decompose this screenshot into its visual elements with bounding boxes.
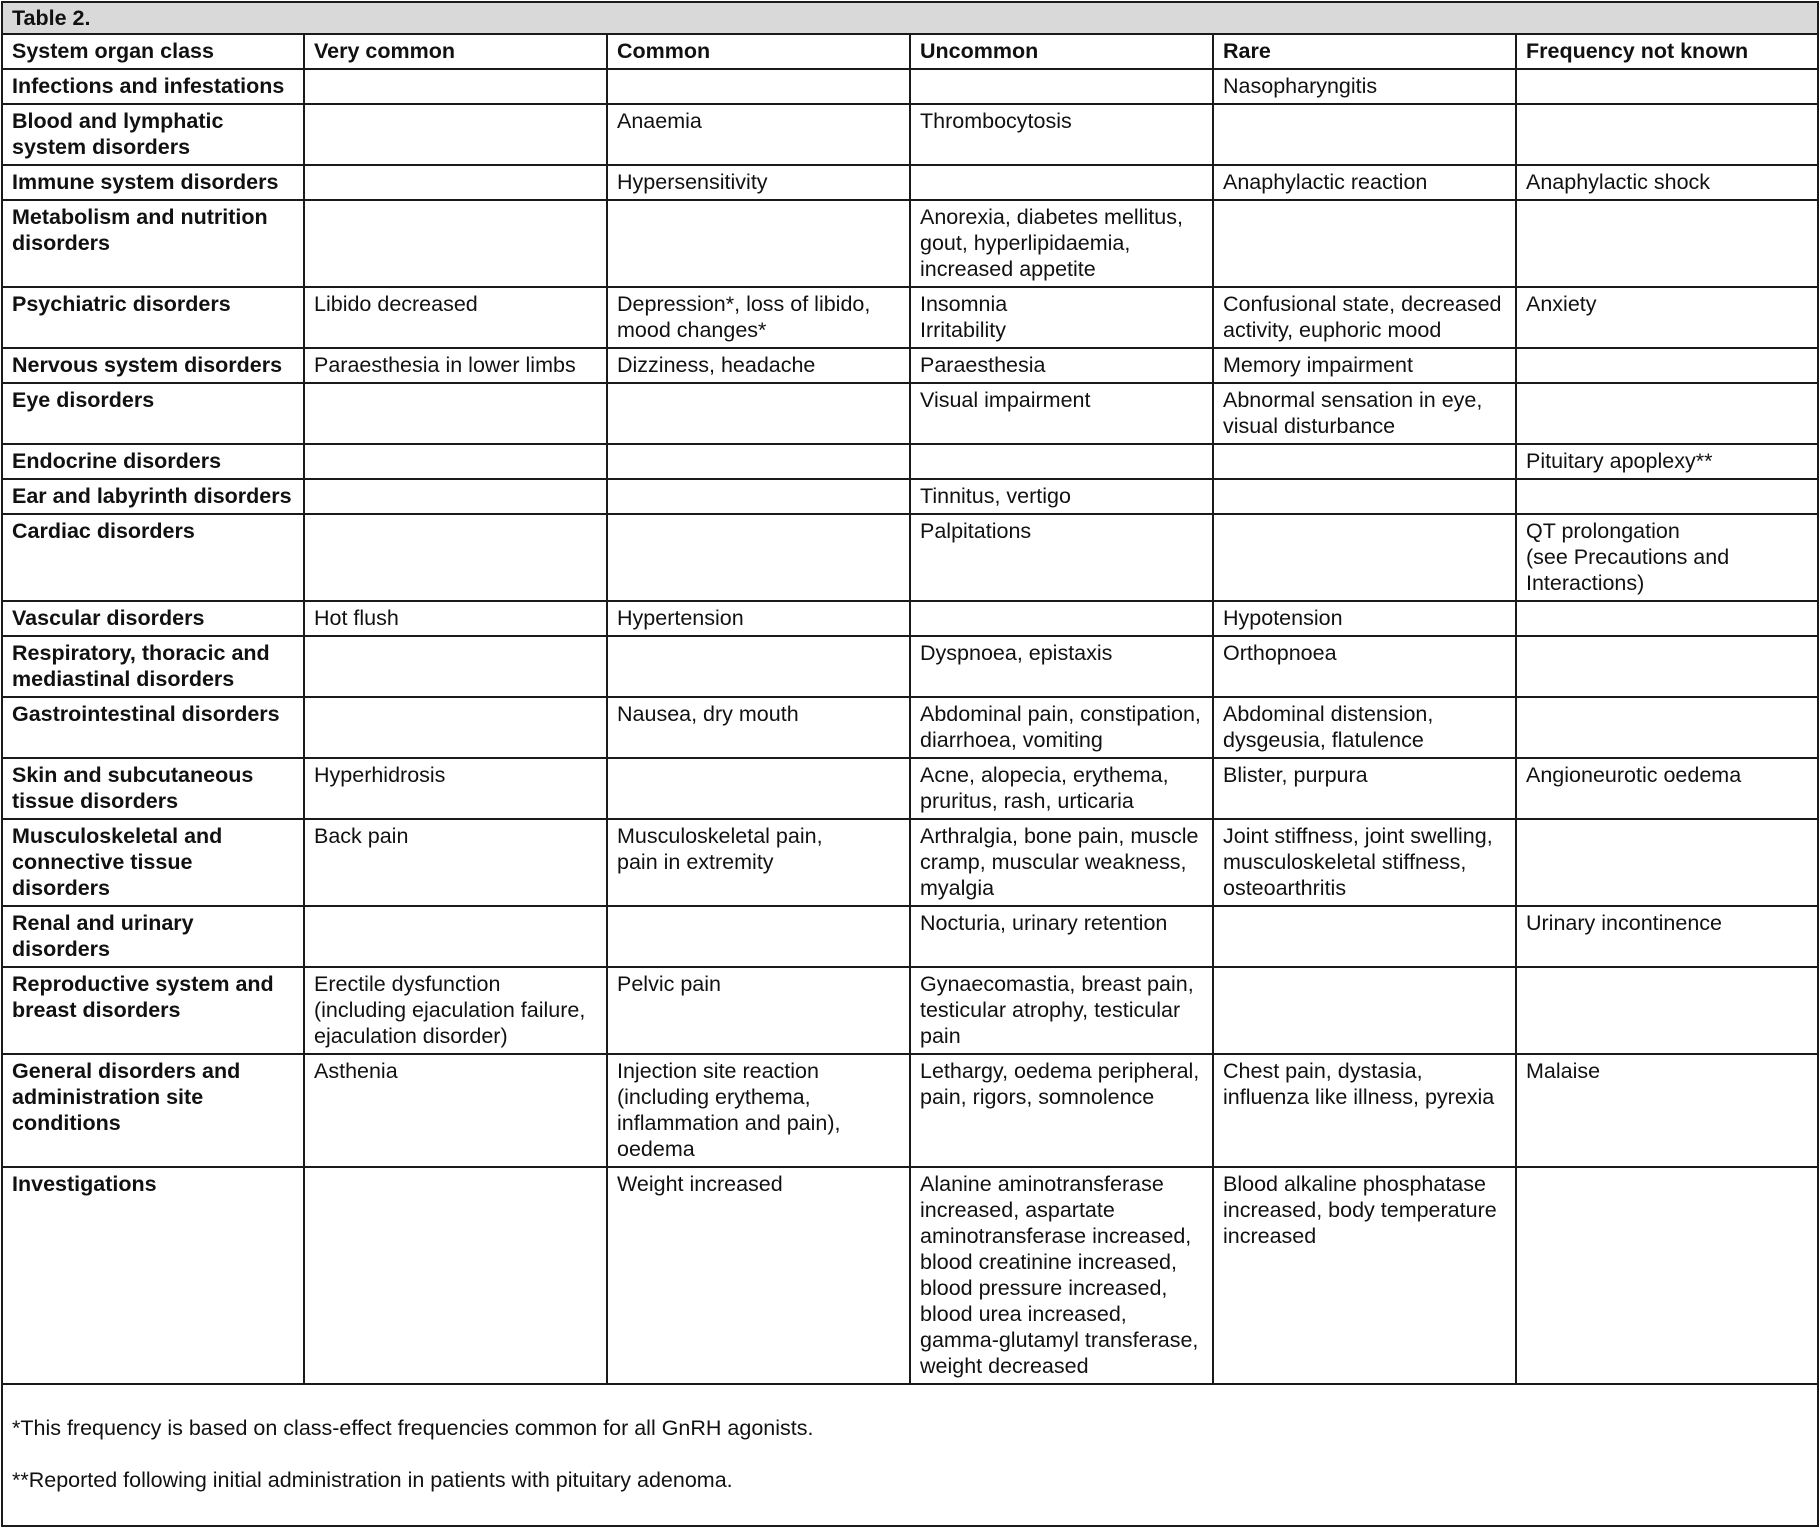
cell-uncommon: Insomnia Irritability [910,287,1213,348]
cell-common [607,444,910,479]
cell-frequency-not-known: Urinary incontinence [1516,906,1818,967]
cell-common: Weight increased [607,1167,910,1384]
cell-frequency-not-known [1516,601,1818,636]
cell-very-common [304,479,607,514]
table-row [2,444,1818,479]
table-row [2,514,1818,601]
cell-very-common [304,444,607,479]
table-row [2,1054,1818,1167]
cell-very-common: Hyperhidrosis [304,758,607,819]
cell-system-organ-class: Cardiac disorders [2,514,304,601]
cell-rare [1213,906,1516,967]
cell-very-common [304,906,607,967]
table-footnotes-row [2,1384,1818,1526]
cell-system-organ-class: Vascular disorders [2,601,304,636]
cell-rare [1213,104,1516,165]
cell-uncommon: Dyspnoea, epistaxis [910,636,1213,697]
cell-very-common: Paraesthesia in lower limbs [304,348,607,383]
cell-system-organ-class: Skin and subcutaneous tissue disorders [2,758,304,819]
cell-common [607,200,910,287]
cell-uncommon: Visual impairment [910,383,1213,444]
cell-rare [1213,479,1516,514]
table-body [2,69,1818,1384]
cell-very-common [304,104,607,165]
cell-system-organ-class: Eye disorders [2,383,304,444]
cell-uncommon [910,165,1213,200]
table-row [2,287,1818,348]
cell-frequency-not-known: Anxiety [1516,287,1818,348]
cell-uncommon: Abdominal pain, constipation, diarrhoea, vomiting [910,697,1213,758]
cell-uncommon: Nocturia, urinary retention [910,906,1213,967]
column-header-rare: Rare [1213,34,1516,69]
cell-system-organ-class: Investigations [2,1167,304,1384]
cell-system-organ-class: Psychiatric disorders [2,287,304,348]
table-caption-row [2,2,1818,34]
cell-frequency-not-known [1516,383,1818,444]
cell-frequency-not-known [1516,348,1818,383]
cell-common [607,758,910,819]
cell-system-organ-class: Metabolism and nutrition disorders [2,200,304,287]
cell-very-common [304,1167,607,1384]
cell-rare: Nasopharyngitis [1213,69,1516,104]
cell-common: Injection site reaction (including erythema, inflammation and pain), oedema [607,1054,910,1167]
cell-uncommon: Acne, alopecia, erythema, pruritus, rash, urticaria [910,758,1213,819]
table-row [2,165,1818,200]
cell-rare: Anaphylactic reaction [1213,165,1516,200]
cell-very-common: Back pain [304,819,607,906]
cell-rare: Blister, purpura [1213,758,1516,819]
cell-common: Musculoskeletal pain, pain in extremity [607,819,910,906]
cell-frequency-not-known: Anaphylactic shock [1516,165,1818,200]
cell-system-organ-class: Blood and lymphatic system disorders [2,104,304,165]
column-header-uncommon: Uncommon [910,34,1213,69]
table-row [2,200,1818,287]
cell-common [607,906,910,967]
table-row [2,758,1818,819]
cell-very-common [304,383,607,444]
cell-very-common [304,69,607,104]
cell-common: Anaemia [607,104,910,165]
cell-frequency-not-known [1516,69,1818,104]
table-row [2,104,1818,165]
cell-common: Dizziness, headache [607,348,910,383]
cell-uncommon: Anorexia, diabetes mellitus, gout, hyperlipidaemia, increased appetite [910,200,1213,287]
cell-frequency-not-known [1516,967,1818,1054]
cell-system-organ-class: Respiratory, thoracic and mediastinal disorders [2,636,304,697]
cell-rare: Memory impairment [1213,348,1516,383]
cell-common [607,383,910,444]
table-row [2,69,1818,104]
cell-system-organ-class: Musculoskeletal and connective tissue disorders [2,819,304,906]
cell-rare [1213,967,1516,1054]
column-header-very-common: Very common [304,34,607,69]
cell-common [607,514,910,601]
cell-frequency-not-known: Malaise [1516,1054,1818,1167]
cell-rare: Joint stiffness, joint swelling, musculoskeletal stiffness, osteoarthritis [1213,819,1516,906]
table-row [2,479,1818,514]
table-row [2,601,1818,636]
cell-uncommon [910,444,1213,479]
table-header-row [2,34,1818,69]
column-header-common: Common [607,34,910,69]
cell-frequency-not-known [1516,479,1818,514]
cell-frequency-not-known [1516,819,1818,906]
cell-very-common [304,200,607,287]
cell-system-organ-class: Ear and labyrinth disorders [2,479,304,514]
cell-very-common [304,514,607,601]
cell-uncommon: Paraesthesia [910,348,1213,383]
cell-system-organ-class: Nervous system disorders [2,348,304,383]
cell-frequency-not-known [1516,200,1818,287]
cell-uncommon [910,69,1213,104]
table-row [2,697,1818,758]
table-footnotes [2,1384,1818,1526]
cell-uncommon: Arthralgia, bone pain, muscle cramp, muscular weakness, myalgia [910,819,1213,906]
cell-very-common: Hot flush [304,601,607,636]
cell-rare [1213,514,1516,601]
column-header-frequency-not-known: Frequency not known [1516,34,1818,69]
cell-uncommon [910,601,1213,636]
cell-rare [1213,444,1516,479]
cell-rare: Orthopnoea [1213,636,1516,697]
cell-system-organ-class: Immune system disorders [2,165,304,200]
table-row [2,819,1818,906]
cell-frequency-not-known: QT prolongation (see Precautions and Interactions) [1516,514,1818,601]
cell-frequency-not-known: Angioneurotic oedema [1516,758,1818,819]
cell-very-common: Libido decreased [304,287,607,348]
cell-common: Hypersensitivity [607,165,910,200]
cell-system-organ-class: Gastrointestinal disorders [2,697,304,758]
table-row [2,967,1818,1054]
cell-common [607,479,910,514]
cell-system-organ-class: Reproductive system and breast disorders [2,967,304,1054]
cell-system-organ-class: Infections and infestations [2,69,304,104]
table-row [2,636,1818,697]
cell-common: Nausea, dry mouth [607,697,910,758]
cell-common: Pelvic pain [607,967,910,1054]
cell-rare: Confusional state, decreased activity, euphoric mood [1213,287,1516,348]
cell-system-organ-class: Endocrine disorders [2,444,304,479]
cell-rare [1213,200,1516,287]
cell-common [607,636,910,697]
cell-uncommon: Palpitations [910,514,1213,601]
footnote-single-asterisk: *This frequency is based on class-effect frequencies common for all GnRH agonists. [12,1416,814,1440]
cell-uncommon: Tinnitus, vertigo [910,479,1213,514]
table-row [2,1167,1818,1384]
cell-uncommon: Lethargy, oedema peripheral, pain, rigors, somnolence [910,1054,1213,1167]
footnote-double-asterisk: **Reported following initial administration in patients with pituitary adenoma. [12,1468,733,1492]
cell-frequency-not-known [1516,636,1818,697]
cell-frequency-not-known [1516,697,1818,758]
cell-common: Depression*, loss of libido, mood changes* [607,287,910,348]
adverse-reactions-table [1,1,1819,1527]
table-row [2,348,1818,383]
cell-very-common: Asthenia [304,1054,607,1167]
cell-common [607,69,910,104]
column-header-system-organ-class: System organ class [2,34,304,69]
table-caption: Table 2. [2,2,1818,34]
cell-frequency-not-known [1516,1167,1818,1384]
cell-very-common [304,165,607,200]
table-row [2,906,1818,967]
cell-system-organ-class: General disorders and administration site conditions [2,1054,304,1167]
cell-rare: Hypotension [1213,601,1516,636]
table-row [2,383,1818,444]
cell-uncommon: Alanine aminotransferase increased, aspartate aminotransferase increased, blood creatinine increased, blood pressure increased, blood urea increased, gamma-glutamyl transferase, weight decreased [910,1167,1213,1384]
cell-frequency-not-known [1516,104,1818,165]
cell-common: Hypertension [607,601,910,636]
cell-uncommon: Thrombocytosis [910,104,1213,165]
cell-very-common: Erectile dysfunction (including ejaculation failure, ejaculation disorder) [304,967,607,1054]
cell-uncommon: Gynaecomastia, breast pain, testicular atrophy, testicular pain [910,967,1213,1054]
adverse-reactions-table-container [1,1,1817,1527]
cell-rare: Abnormal sensation in eye, visual disturbance [1213,383,1516,444]
cell-very-common [304,636,607,697]
cell-system-organ-class: Renal and urinary disorders [2,906,304,967]
cell-frequency-not-known: Pituitary apoplexy** [1516,444,1818,479]
cell-rare: Chest pain, dystasia, influenza like illness, pyrexia [1213,1054,1516,1167]
cell-very-common [304,697,607,758]
cell-rare: Abdominal distension, dysgeusia, flatulence [1213,697,1516,758]
cell-rare: Blood alkaline phosphatase increased, body temperature increased [1213,1167,1516,1384]
